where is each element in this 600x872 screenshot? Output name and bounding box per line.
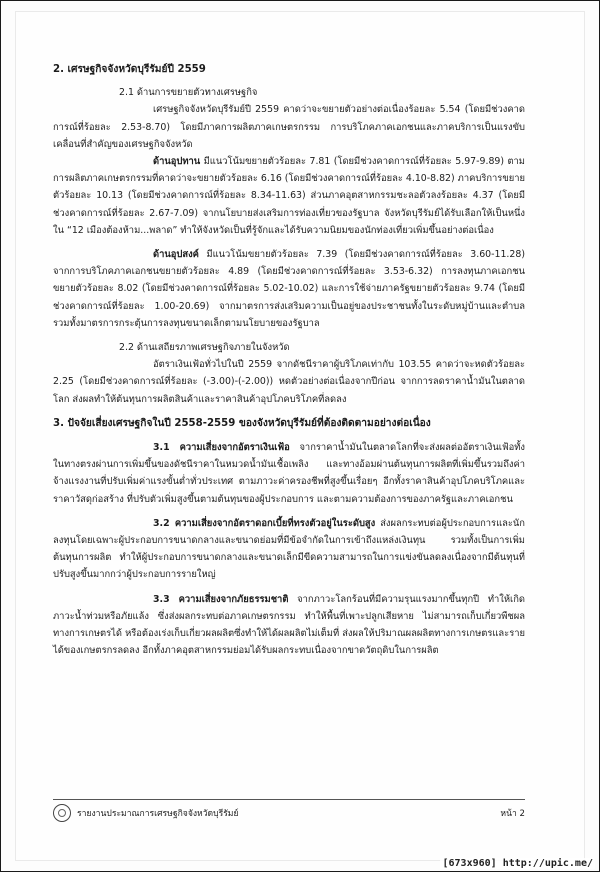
section-3-heading: 3. ปัจจัยเสี่ยงเศรษฐกิจในปี 2558-2559 ของจังหวัดบุรีรัมย์ที่ต้องติดตามอย่างต่อเนื่อง <box>53 417 431 429</box>
risk-1-paragraph <box>53 439 525 508</box>
demand-label: ด้านอุปสงค์ <box>153 249 199 261</box>
image-watermark: [673x960] http://upic.me/ <box>442 858 593 869</box>
footer-report-title: รายงานประมาณการเศรษฐกิจจังหวัดบุรีรัมย์ <box>77 809 239 819</box>
risk-2-text: ส่งผลกระทบต่อผู้ประกอบการและนักลงทุนโดยเฉพาะผู้ประกอบการขนาดกลางและขนาดย่อมที่มีข้อจำกัดในการเข้าถึงแหล่งเงินทุน รวมทั้งเป็นการเพิ่มต้นทุนการผลิต ทำให้ผู้ประกอบการขนาดกลางและขนาดเล็กมีขีดความสามารถในการแข่งขันลดลงเนื่องจากมีต้นทุนที่ปรับสูงขึ้นมากกว่าผู้ประกอบการรายใหญ่ <box>53 517 525 581</box>
risk-1-text: จากราคาน้ำมันในตลาดโลกที่จะส่งผลต่ออัตราเงินเฟ้อทั้ง ในทางตรงผ่านการเพิ่มขึ้นของดัชนีราคาในหมวดน้ำมันเชื้อเพลิง และทางอ้อมผ่านต้นทุนการผลิตที่เพิ่มขึ้นรวมถึงค่าจ้างแรงงานที่ปรับเพิ่มค่าแรงขั้นต่ำทั่วประเทศ ตามภาวะค่าครองชีพที่สูงขึ้นเรื่อยๆ อีกทั้งราคาสินค้าอุปโภคบริโภคและราคาวัสดุก่อสร้าง ที่ปรับตัวเพิ่มสูงขึ้นตามต้นทุนของผู้ประกอบการ และตามความต้องการของภาครัฐและภาคเอกชน <box>53 442 526 505</box>
demand-paragraph <box>53 246 525 332</box>
supply-text: มีแนวโน้มขยายตัวร้อยละ 7.81 (โดยมีช่วงคาดการณ์ที่ร้อยละ 5.97-9.89) ตามการผลิตภาคเกษตรกรรมที่คาดว่าจะขยายตัวร้อยละ 6.16 (โดยมีช่วงคาดการณ์ที่ร้อยละ 4.10-8.82) ภาคบริการขยายตัวร้อยละ 10.13 (โดยมีช่วงคาดการณ์ที่ร้อยละ 8.34-11.63) ส่วนภาคอุตสาหกรรมชะลอตัวลงร้อยละ 4.37 (โดยมีช่วงคาดการณ์ที่ร้อยละ 2.67-7.09) จากนโยบายส่งเสริมการท่องเที่ยวของรัฐบาล จังหวัดบุรีรัมย์ได้รับเลือกให้เป็นหนึ่งใน “12 เมืองต้องห้าม...พลาด” ทำให้จังหวัดเป็นที่รู้จักและได้รับความนิยมของนักท่องเที่ยวเพิ่มขึ้นอย่างต่อเนื่อง <box>53 156 525 236</box>
office-seal-icon <box>53 804 71 822</box>
risk-3-label: 3.3 ความเสี่ยงจากภัยธรรมชาติ <box>153 593 289 605</box>
footer-page-number: หน้า 2 <box>500 809 525 819</box>
section-2-1-intro: เศรษฐกิจจังหวัดบุรีรัมย์ปี 2559 คาดว่าจะขยายตัวอย่างต่อเนื่องร้อยละ 5.54 (โดยมีช่วงคาดการณ์ที่ร้อยละ 2.53-8.70) โดยมีภาคการผลิตภาคเกษตรกรรม การบริโภคภาคเอกชนและภาคบริการเป็นแรงขับเคลื่อนที่สำคัญของเศรษฐกิจจังหวัด <box>53 104 525 150</box>
risk-2-paragraph <box>53 515 525 584</box>
section-2-2-text: อัตราเงินเฟ้อทั่วไปในปี 2559 จากดัชนีราคาผู้บริโภคเท่ากับ 103.55 คาดว่าจะหดตัวร้อยละ 2.25 (โดยมีช่วงคาดการณ์ที่ร้อยละ (-3.00)-(-2.00)) หดตัวอย่างต่อเนื่องจากปีก่อน จากการลดราคาน้ำมันในตลาดโลก ส่งผลทำให้ต้นทุนการผลิตสินค้าและราคาสินค้าอุปโภคบริโภคที่ลดลง <box>53 359 525 405</box>
section-2-2-heading: 2.2 ด้านเสถียรภาพเศรษฐกิจภายในจังหวัด <box>119 342 290 354</box>
risk-3-paragraph <box>53 591 525 660</box>
risk-3-text: จากภาวะโลกร้อนที่มีความรุนแรงมากขึ้นทุกปี ทำให้เกิดภาวะน้ำท่วมหรือภัยแล้ง ซึ่งส่งผลกระทบต่อภาคเกษตรกรรม ทำให้พื้นที่เพาะปลูกเสียหาย ไม่สามารถเก็บเกี่ยวพืชผลทางการเกษตรได้ หรือต้องเร่งเก็บเกี่ยวผลผลิตซึ่งทำให้ได้ผลผลิตไม่เต็มที่ ส่งผลให้ปริมาณผลผลิตทางการเกษตรและรายได้ของเกษตรกรลดลง อีกทั้งภาคอุตสาหกรรมย่อมได้รับผลกระทบเนื่องจากขาดวัตถุดิบในการผลิต <box>53 593 525 657</box>
footer-left <box>53 804 239 822</box>
risk-2-label: 3.2 ความเสี่ยงจากอัตราดอกเบี้ยที่ทรงตัวอยู่ในระดับสูง <box>153 517 376 529</box>
demand-text: มีแนวโน้มขยายตัวร้อยละ 7.39 (โดยมีช่วงคาดการณ์ที่ร้อยละ 3.60-11.28) จากการบริโภคภาคเอกชนขยายตัวร้อยละ 4.89 (โดยมีช่วงคาดการณ์ที่ร้อยละ 3.53-6.32) การลงทุนภาคเอกชนขยายตัวร้อยละ 8.02 (โดยมีช่วงคาดการณ์ที่ร้อยละ 5.02-10.02) และการใช้จ่ายภาครัฐขยายตัวร้อยละ 9.74 (โดยมีช่วงคาดการณ์ที่ร้อยละ 1.00-20.69) จากมาตรการส่งเสริมความเป็นอยู่ของประชาชนทั้งในระดับหมู่บ้านและตำบล รวมทั้งมาตรการกระตุ้นการลงทุนขนาดเล็กตามนโยบายของรัฐบาล <box>53 249 525 329</box>
supply-label: ด้านอุปทาน <box>153 156 201 168</box>
supply-paragraph <box>53 153 525 239</box>
document-body <box>53 61 525 660</box>
section-2-heading: 2. เศรษฐกิจจังหวัดบุรีรัมย์ปี 2559 <box>53 64 206 75</box>
risk-1-label: 3.1 ความเสี่ยงจากอัตราเงินเฟ้อ <box>153 442 290 454</box>
page-footer <box>53 799 525 822</box>
section-2-1-heading: 2.1 ด้านการขยายตัวทางเศรษฐกิจ <box>119 87 258 99</box>
